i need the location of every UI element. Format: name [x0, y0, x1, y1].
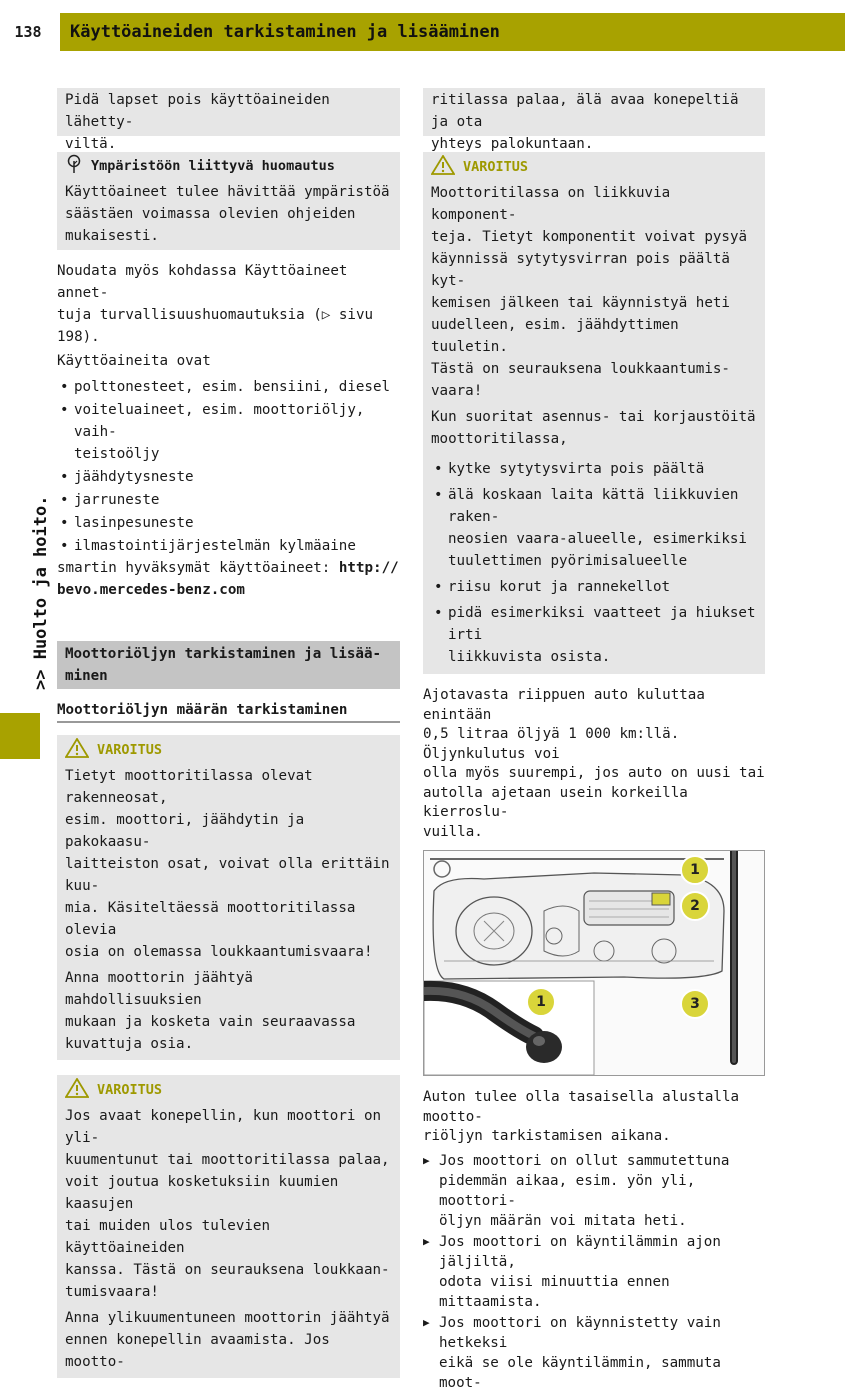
- warning-triangle-icon: [431, 155, 455, 182]
- warning-title: VAROITUS: [97, 742, 163, 758]
- approved-link-continued[interactable]: bevo.mercedes-benz.com: [57, 582, 245, 598]
- header-bar: [60, 13, 845, 51]
- step-item: ▶ Jos moottori on ollut sammutettuna pidemmän aikaa, esim. yön yli, moottori- öljyn määrän voi mitata heti.: [423, 1151, 765, 1231]
- text-line: mukaan ja kosketa vain seuraavassa: [65, 1014, 356, 1030]
- text-line: viltä.: [65, 136, 117, 152]
- text-line: Jos avaat konepellin, kun moottori on yli-: [65, 1108, 382, 1146]
- warning-box-moving-parts: [423, 152, 765, 674]
- intro-note-box: [57, 88, 400, 152]
- text-line: ennen konepellin avaamista. Jos mootto-: [65, 1332, 330, 1370]
- warning-triangle-icon: [65, 1078, 89, 1105]
- warning-box-hot-parts: [57, 735, 400, 1060]
- text-line: Anna moottorin jäähtyä mahdollisuuksien: [65, 970, 253, 1008]
- callout-1-inset: 1: [526, 987, 556, 1017]
- engine-illustration: [424, 851, 764, 1075]
- side-tab-marker: [0, 713, 40, 759]
- approved-fluids-text: smartin hyväksymät käyttöaineet: http://: [57, 560, 399, 576]
- callout-1: 1: [680, 855, 710, 885]
- list-item: • jäähdytysneste: [57, 466, 400, 488]
- text-line: riöljyn tarkistamisen aikana.: [423, 1128, 671, 1144]
- text-line: yhteys palokuntaan.: [431, 136, 594, 152]
- list-item: • kytke sytytysvirta pois päältä: [431, 458, 757, 480]
- text-line: vaara!: [431, 383, 483, 399]
- subsection-heading: Moottoriöljyn määrän tarkistaminen: [57, 699, 400, 723]
- continued-warning-box: [423, 88, 765, 152]
- text-line: mukaisesti.: [65, 228, 159, 244]
- text-line: tuja turvallisuushuomautuksia (▷ sivu 198).: [57, 307, 374, 345]
- text-line: säästäen voimassa olevien ohjeiden: [65, 206, 356, 222]
- text-line: Tietyt moottoritilassa olevat rakenneosat,: [65, 768, 313, 806]
- page-header: [0, 13, 845, 51]
- text-line: voit joutua kosketuksiin kuumien kaasujen: [65, 1174, 339, 1212]
- list-item: • voiteluaineet, esim. moottoriöljy, vaih- teistoöljy: [57, 399, 400, 465]
- text-line: kuvattuja osia.: [65, 1036, 194, 1052]
- approved-link[interactable]: http://: [338, 560, 399, 576]
- section-heading: Moottoriöljyn tarkistaminen ja lisää- minen: [57, 641, 400, 689]
- text-line: Käyttöaineita ovat: [57, 353, 211, 369]
- text-line: osia on olemassa loukkaantumisvaara!: [65, 944, 373, 960]
- check-steps-list: [423, 1151, 765, 1393]
- text-line: kuumentunut tai moottoritilassa palaa,: [65, 1152, 390, 1168]
- text-line: vuilla.: [423, 823, 483, 840]
- warning-title: VAROITUS: [97, 1082, 163, 1098]
- text-line: moottoritilassa,: [431, 431, 568, 447]
- text-line: Käyttöaineet tulee hävittää ympäristöä: [65, 184, 390, 200]
- step-item: ▶ Jos moottori on käynnistetty vain hetkeksi eikä se ole käyntilämmin, sammuta moot-: [423, 1313, 765, 1393]
- env-note-title: Ympäristöön liittyvä huomautus: [91, 158, 335, 174]
- list-item: • lasinpesuneste: [57, 512, 400, 534]
- text-line: käynnissä sytytysvirran pois päältä kyt-: [431, 251, 730, 289]
- list-item: • pidä esimerkiksi vaatteet ja hiukset irti liikkuvista osista.: [431, 602, 757, 668]
- text-line: kemisen jälkeen tai käynnistyä heti: [431, 295, 730, 311]
- warning-triangle-icon: [65, 738, 89, 765]
- list-item: • älä koskaan laita kättä liikkuvien raken- neosien vaara-alueelle, esimerkiksi tuulettimen pyörimisalueelle: [431, 484, 757, 572]
- text-line: mia. Käsiteltäessä moottoritilassa olevia: [65, 900, 356, 938]
- text-line: olla myös suurempi, jos auto on uusi tai: [423, 765, 765, 781]
- text-line: tai muiden ulos tulevien käyttöaineiden: [65, 1218, 270, 1256]
- callout-3: 3: [680, 989, 710, 1019]
- page-title: Käyttöaineiden tarkistaminen ja lisääminen: [70, 22, 500, 42]
- left-column: [57, 88, 400, 1378]
- fluid-list: [57, 376, 400, 557]
- text-line: kanssa. Tästä on seurauksena loukkaan-: [65, 1262, 390, 1278]
- text-line: uudelleen, esim. jäähdyttimen tuuletin.: [431, 317, 679, 355]
- text-line: Tästä on seurauksena loukkaantumis-: [431, 361, 730, 377]
- text-line: ritilassa palaa, älä avaa konepeltiä ja ota: [431, 92, 739, 130]
- text-line: Moottoritilassa on liikkuvia komponent-: [431, 185, 671, 223]
- text-line: Pidä lapset pois käyttöaineiden lähetty-: [65, 92, 330, 130]
- safety-list: [431, 458, 757, 668]
- environment-note-box: [57, 152, 400, 250]
- text-line: teja. Tietyt komponentit voivat pysyä: [431, 229, 748, 245]
- callout-2: 2: [680, 891, 710, 921]
- list-item: • jarruneste: [57, 489, 400, 511]
- list-item: • riisu korut ja rannekellot: [431, 576, 757, 598]
- text-line: autolla ajetaan usein korkeilla kierroslu-: [423, 784, 688, 820]
- page-number: 138: [0, 13, 56, 51]
- side-tab-label: >> Huolto ja hoito.: [31, 495, 51, 690]
- text-line: Anna ylikuumentuneen moottorin jäähtyä: [65, 1310, 390, 1326]
- text-line: esim. moottori, jäähdytin ja pakokaasu-: [65, 812, 305, 850]
- text-line: laitteiston osat, voivat olla erittäin kuu-: [65, 856, 390, 894]
- text-line: Auton tulee olla tasaisella alustalla mootto-: [423, 1089, 740, 1125]
- text-line: 0,5 litraa öljyä 1 000 km:llä. Öljynkulutus voi: [423, 726, 680, 762]
- list-item: • ilmastointijärjestelmän kylmäaine: [57, 535, 400, 557]
- step-item: ▶ Jos moottori on käyntilämmin ajon jäljiltä, odota viisi minuuttia ennen mittaamista.: [423, 1232, 765, 1312]
- right-column: [423, 88, 765, 1393]
- leaf-icon: [65, 154, 83, 181]
- text-line: Noudata myös kohdassa Käyttöaineet annet-: [57, 263, 348, 301]
- list-item: • polttonesteet, esim. bensiini, diesel: [57, 376, 400, 398]
- warning-box-hood: [57, 1075, 400, 1378]
- warning-title: VAROITUS: [463, 159, 529, 175]
- text-line: tumisvaara!: [65, 1284, 159, 1300]
- engine-compartment-figure: [423, 850, 765, 1076]
- text-line: Ajotavasta riippuen auto kuluttaa enintään: [423, 687, 705, 723]
- text-line: Kun suoritat asennus- tai korjaustöitä: [431, 409, 756, 425]
